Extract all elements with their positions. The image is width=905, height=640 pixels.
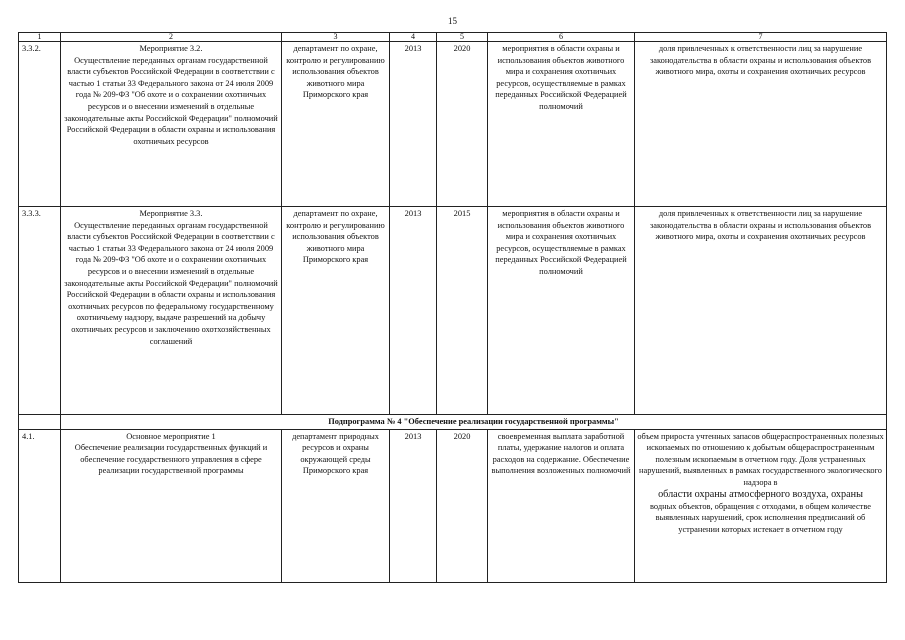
indicator bbox=[635, 429, 887, 582]
header-cell: 3 bbox=[282, 33, 390, 42]
expected-result bbox=[488, 42, 635, 207]
row-number: 4.1. bbox=[19, 429, 61, 582]
end-year: 2020 bbox=[437, 42, 488, 207]
executor bbox=[282, 207, 390, 415]
start-year: 2013 bbox=[390, 429, 437, 582]
measure-description bbox=[61, 42, 282, 207]
measure-description bbox=[61, 429, 282, 582]
measure-text: Осуществление переданных органам государственной власти субъектов Российской Федерации в соответствии с частью 1 статьи 33 Федерального закона от 24 июля 2009 года № 209-ФЗ "Об охоте и о сохранении охотничьих ресурсов и о внесении изменений в отдельные законодательные акты Российской Федерации" полномочий Российской Федерации в области охраны и использования охотничьих ресурсов по федеральному государственному охотничьему надзору, выдаче разрешений на добычу охотничьих ресурсов и заключению охотхозяйственных соглашений bbox=[64, 220, 278, 346]
table-row bbox=[19, 207, 887, 415]
page-number: 15 bbox=[448, 16, 457, 26]
program-table bbox=[18, 32, 887, 583]
expected-result-text: мероприятия в области охраны и использования объектов животного мира и сохранения охотничьих ресурсов, осуществляемые в рамках переданных Российской Федерацией полномочий bbox=[495, 44, 627, 111]
measure-text: Осуществление переданных органам государственной власти субъектов Российской Федерации в соответствии с частью 1 статьи 33 Федерального закона от 24 июля 2009 года № 209-ФЗ "Об охоте и о сохранении охотничьих ресурсов и о внесении изменений в отдельные законодательные акты Российской Федерации" полномочий Российской Федерации в области охраны и использования охотничьих ресурсов bbox=[64, 55, 278, 146]
executor-text: департамент по охране, контролю и регулированию использования объектов животного мира Приморского края bbox=[286, 209, 385, 265]
indicator-text: объем прироста учтенных запасов общераспространенных полезных ископаемых по отношению к добытым общераспространенным полезным ископаемым в отчетном году. Доля устраненных нарушений, выявленных в рамках государственного экологического надзора в bbox=[637, 431, 884, 487]
measure-title: Мероприятие 3.2. bbox=[139, 44, 203, 53]
measure-description bbox=[61, 207, 282, 415]
expected-result-text: своевременная выплата заработной платы, удержание налогов и оплата расходов на содержание. Обеспечение выполнения возложенных полномочий bbox=[491, 431, 631, 476]
measure-title: Основное мероприятие 1 bbox=[126, 431, 216, 441]
executor bbox=[282, 429, 390, 582]
executor bbox=[282, 42, 390, 207]
indicator bbox=[635, 207, 887, 415]
expected-result bbox=[488, 429, 635, 582]
indicator bbox=[635, 42, 887, 207]
header-cell: 7 bbox=[635, 33, 887, 42]
subprogram-title: Подпрограмма № 4 "Обеспечение реализации государственной программы" bbox=[61, 415, 887, 430]
row-number: 3.3.3. bbox=[19, 207, 61, 415]
indicator-text-large: области охраны атмосферного воздуха, охраны bbox=[658, 488, 863, 500]
end-year: 2020 bbox=[437, 429, 488, 582]
executor-text: департамент по охране, контролю и регулированию использования объектов животного мира Приморского края bbox=[286, 44, 385, 100]
indicator-text: водных объектов, обращения с отходами, в общем количестве выявленных нарушений, срок исполнения предписаний об устранении которых истекает в отчетном году bbox=[650, 501, 871, 534]
measure-text: Обеспечение реализации государственных функций и обеспечение государственного управления в сфере реализации государственной программы bbox=[74, 443, 268, 476]
indicator-text: доля привлеченных к ответственности лиц за нарушение законодательства в области охраны и использования объектов животного мира, охоты и сохранения охотничьих ресурсов bbox=[649, 44, 872, 77]
expected-result-text: мероприятия в области охраны и использования объектов животного мира и сохранения охотничьих ресурсов, осуществляемые в рамках переданных Российской Федерацией полномочий bbox=[495, 209, 627, 276]
subprogram-num-cell bbox=[19, 415, 61, 430]
header-cell: 2 bbox=[61, 33, 282, 42]
header-cell: 4 bbox=[390, 33, 437, 42]
measure-title: Мероприятие 3.3. bbox=[139, 209, 203, 218]
header-cell: 6 bbox=[488, 33, 635, 42]
end-year: 2015 bbox=[437, 207, 488, 415]
table-header-row bbox=[19, 33, 887, 42]
expected-result bbox=[488, 207, 635, 415]
row-number: 3.3.2. bbox=[19, 42, 61, 207]
table-row bbox=[19, 429, 887, 582]
executor-text: департамент природных ресурсов и охраны окружающей среды Приморского края bbox=[292, 431, 379, 476]
header-cell: 1 bbox=[19, 33, 61, 42]
indicator-text: доля привлеченных к ответственности лиц за нарушение законодательства в области охраны и использования объектов животного мира, охоты и сохранения охотничьих ресурсов bbox=[649, 209, 872, 242]
header-cell: 5 bbox=[437, 33, 488, 42]
start-year: 2013 bbox=[390, 42, 437, 207]
table-row bbox=[19, 42, 887, 207]
subprogram-row bbox=[19, 415, 887, 430]
start-year: 2013 bbox=[390, 207, 437, 415]
